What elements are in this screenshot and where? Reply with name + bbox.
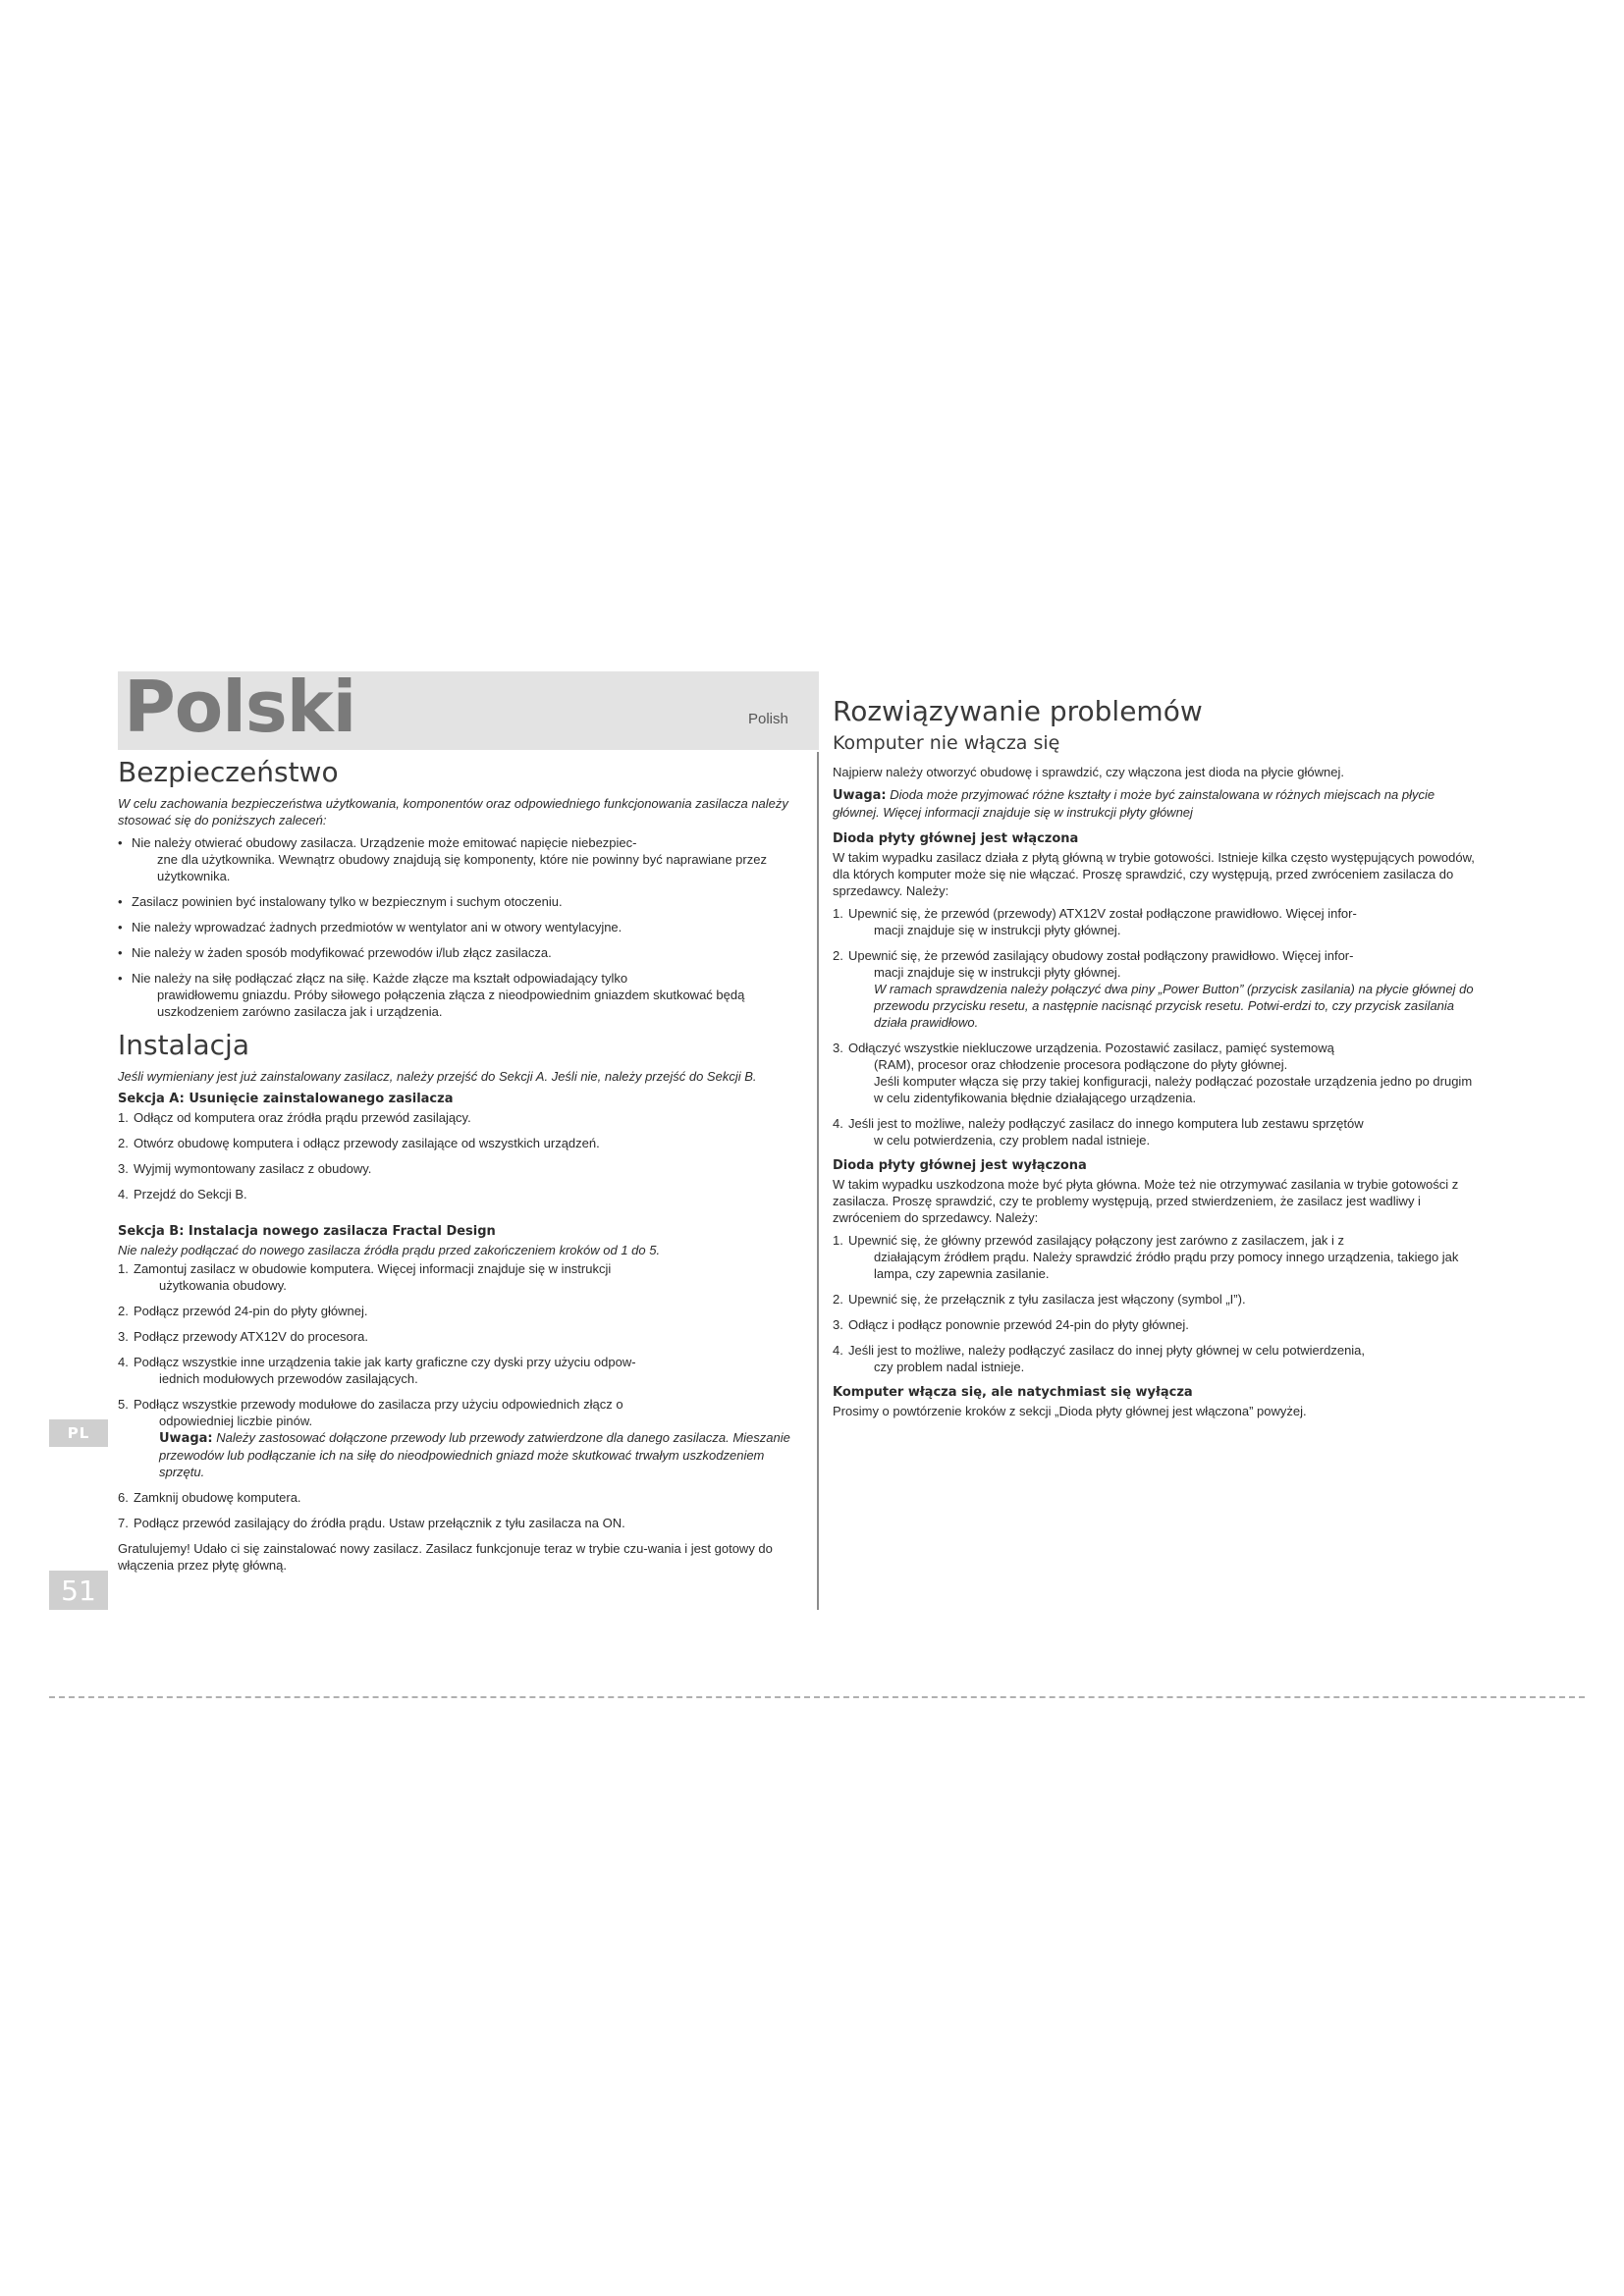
congrats-text: Gratulujemy! Udało ci się zainstalować nowy zasilacz. Zasilacz funkcjonuje teraz w trybie czu-wania i jest gotowy do włączenia przez płytę główną. [118, 1541, 773, 1573]
install-intro: Jeśli wymieniany jest już zainstalowany zasilacz, należy przejść do Sekcji A. Jeśli nie, należy przejść do Sekcji B. [118, 1069, 757, 1084]
install-heading: Instalacja [118, 1029, 249, 1061]
left-column [118, 756, 813, 1579]
safety-intro: W celu zachowania bezpieczeństwa użytkowania, komponentów oraz odpowiedniego funkcjonowania zasilacza należy stosować się do poniższych zaleceń: [118, 796, 788, 828]
safety-item: • Nie należy otwierać obudowy zasilacza. Urządzenie może emitować napięcie niebezpiec- zne dla użytkownika. Wewnątrz obudowy znajdują się komponenty, które nie powinny być naprawiane przez użytkownika. [118, 835, 767, 883]
section-b-step: 7. Podłącz przewód zasilający do źródła prądu. Ustaw przełącznik z tyłu zasilacza na ON. [118, 1516, 625, 1530]
safety-item: • Nie należy na siłę podłączać złącz na siłę. Każde złącze ma kształt odpowiadający tylko prawidłowemu gniazdu. Próby siłowego połączenia złącza z nieodpowiednim gniazdem skutkować będą uszkodzeniem zarówno zasilacza jak i urządzenia. [118, 971, 745, 1019]
led-off-step: 2. Upewnić się, że przełącznik z tyłu zasilacza jest włączony (symbol „I”). [833, 1292, 1246, 1307]
troubleshooting-subheading: Komputer nie włącza się [833, 732, 1060, 754]
right-column [833, 695, 1481, 1425]
section-b-steps [118, 1260, 813, 1531]
section-a-steps [118, 1109, 813, 1202]
section-b-warning: Nie należy podłączać do nowego zasilacza źródła prądu przed zakończeniem kroków od 1 do 5. [118, 1243, 661, 1257]
language-name: Polish [748, 711, 788, 727]
led-off-step: 1. Upewnić się, że główny przewód zasilający połączony jest zarówno z zasilaczem, jak i z działającym źródłem prądu. Należy sprawdzić źródło prądu przy pomocy innego urządzenia, takiego jak lampa, czy zapewnia zasilanie. [833, 1233, 1459, 1281]
step5-note: Uwaga: Należy zastosować dołączone przewody lub przewody zatwierdzone dla danego zasilacza. Mieszanie przewodów lub podłączanie ich na siłę do nieodpowiednich gniazd może skutkować trwałym uszkodzeniem sprzętu. [159, 1430, 790, 1479]
safety-item: • Zasilacz powinien być instalowany tylko w bezpiecznym i suchym otoczeniu. [118, 894, 563, 909]
section-b-step: 3. Podłącz przewody ATX12V do procesora. [118, 1329, 368, 1344]
led-off-step: 3. Odłącz i podłącz ponownie przewód 24-pin do płyty głównej. [833, 1317, 1189, 1332]
led-off-step: 4. Jeśli jest to możliwe, należy podłączyć zasilacz do innej płyty głównej w celu potwierdzenia, czy problem nadal istnieje. [833, 1343, 1366, 1374]
troubleshooting-heading: Rozwiązywanie problemów [833, 695, 1203, 727]
led-on-step: 1. Upewnić się, że przewód (przewody) ATX12V został podłączone prawidłowo. Więcej infor- macji znajduje się w instrukcji płyty głównej. [833, 906, 1357, 937]
page-number: 51 [49, 1571, 108, 1610]
led-on-step: 4. Jeśli jest to możliwe, należy podłączyć zasilacz do innego komputera lub zestawu sprzętów w celu potwierdzenia, czy problem nadal istnieje. [833, 1116, 1364, 1148]
led-on-step: 3. Odłączyć wszystkie niekluczowe urządzenia. Pozostawić zasilacz, pamięć systemową (RAM), procesor oraz chłodzenie procesora podłączone do płyty głównej. Jeśli komputer włącza się przy takiej konfiguracji, należy podłączać pozostałe urządzenia jedno po drugim w celu zidentyfikowania błędnie działającego urządzenia. [833, 1041, 1473, 1105]
language-title: Polski [124, 666, 356, 748]
led-off-heading: Dioda płyty głównej jest wyłączona [833, 1158, 1087, 1173]
led-off-steps [833, 1232, 1481, 1375]
shutdown-heading: Komputer włącza się, ale natychmiast się wyłącza [833, 1385, 1193, 1400]
safety-heading: Bezpieczeństwo [118, 756, 339, 788]
column-divider [817, 752, 819, 1610]
troubleshooting-note: Uwaga: Dioda może przyjmować różne kształty i może być zainstalowana w różnych miejscach na płycie głównej. Więcej informacji znajduje się w instrukcji płyty głównej [833, 787, 1435, 820]
section-a-step: 1. Odłącz od komputera oraz źródła prądu przewód zasilający. [118, 1110, 471, 1125]
safety-list [118, 834, 813, 1020]
page-bottom-rule [49, 1696, 1585, 1698]
led-on-intro: W takim wypadku zasilacz działa z płytą główną w trybie gotowości. Istnieje kilka często występujących powodów, dla których komputer może się nie włączać. Proszę sprawdzić, czy występują, przed zwróceniem zasilacza do sprzedawcy. Należy: [833, 850, 1475, 898]
section-b-step: 1. Zamontuj zasilacz w obudowie komputera. Więcej informacji znajduje się w instrukcji użytkowania obudowy. [118, 1261, 612, 1293]
led-on-heading: Dioda płyty głównej jest włączona [833, 831, 1079, 846]
safety-item: • Nie należy wprowadzać żadnych przedmiotów w wentylator ani w otwory wentylacyjne. [118, 920, 623, 934]
led-on-steps [833, 905, 1481, 1148]
section-a-step: 3. Wyjmij wymontowany zasilacz z obudowy. [118, 1161, 372, 1176]
led-on-step: 2. Upewnić się, że przewód zasilający obudowy został podłączony prawidłowo. Więcej infor- macji znajduje się w instrukcji płyty głównej. W ramach sprawdzenia należy połączyć dwa piny „Power Button” (przycisk zasilania) na płycie głównej do przewodu przycisku resetu, a następnie nacisnąć przycisk resetu. Potwi-erdzi to, czy przycisk zasilania działa prawidłowo. [833, 948, 1474, 1030]
section-b-step: 6. Zamknij obudowę komputera. [118, 1490, 301, 1505]
troubleshooting-intro: Najpierw należy otworzyć obudowę i sprawdzić, czy włączona jest dioda na płycie głównej. [833, 765, 1344, 779]
section-b-step: 5. Podłącz wszystkie przewody modułowe do zasilacza przy użyciu odpowiednich złącz o odpowiedniej liczbie pinów. Uwaga: Należy zastosować dołączone przewody lub przewody zatwierdzone dla danego zasilacza. Mieszanie przewodów lub podłączanie ich na siłę do nieodpowiednich gniazd może skutkować trwałym uszkodzeniem sprzętu. [118, 1396, 813, 1480]
safety-item: • Nie należy w żaden sposób modyfikować przewodów i/lub złącz zasilacza. [118, 945, 552, 960]
section-a-step: 2. Otwórz obudowę komputera i odłącz przewody zasilające od wszystkich urządzeń. [118, 1136, 600, 1150]
section-b-step: 2. Podłącz przewód 24-pin do płyty głównej. [118, 1304, 368, 1318]
section-b-step: 4. Podłącz wszystkie inne urządzenia takie jak karty graficzne czy dyski przy użyciu odpow- iednich modułowych przewodów zasilających. [118, 1355, 636, 1386]
led-off-intro: W takim wypadku uszkodzona może być płyta główna. Może też nie otrzymywać zasilania w trybie gotowości z zasilacza. Proszę sprawdzić, czy te problemy występują, przed stwierdzeniem, że zasilacz jest wadliwy i zwróceniem do sprzedawcy. Należy: [833, 1177, 1459, 1225]
language-tab: PL [49, 1419, 108, 1447]
shutdown-text: Prosimy o powtórzenie kroków z sekcji „Dioda płyty głównej jest włączona” powyżej. [833, 1404, 1307, 1418]
section-b-heading: Sekcja B: Instalacja nowego zasilacza Fractal Design [118, 1224, 496, 1239]
section-a-step: 4. Przejdź do Sekcji B. [118, 1187, 247, 1201]
section-a-heading: Sekcja A: Usunięcie zainstalowanego zasilacza [118, 1092, 454, 1106]
